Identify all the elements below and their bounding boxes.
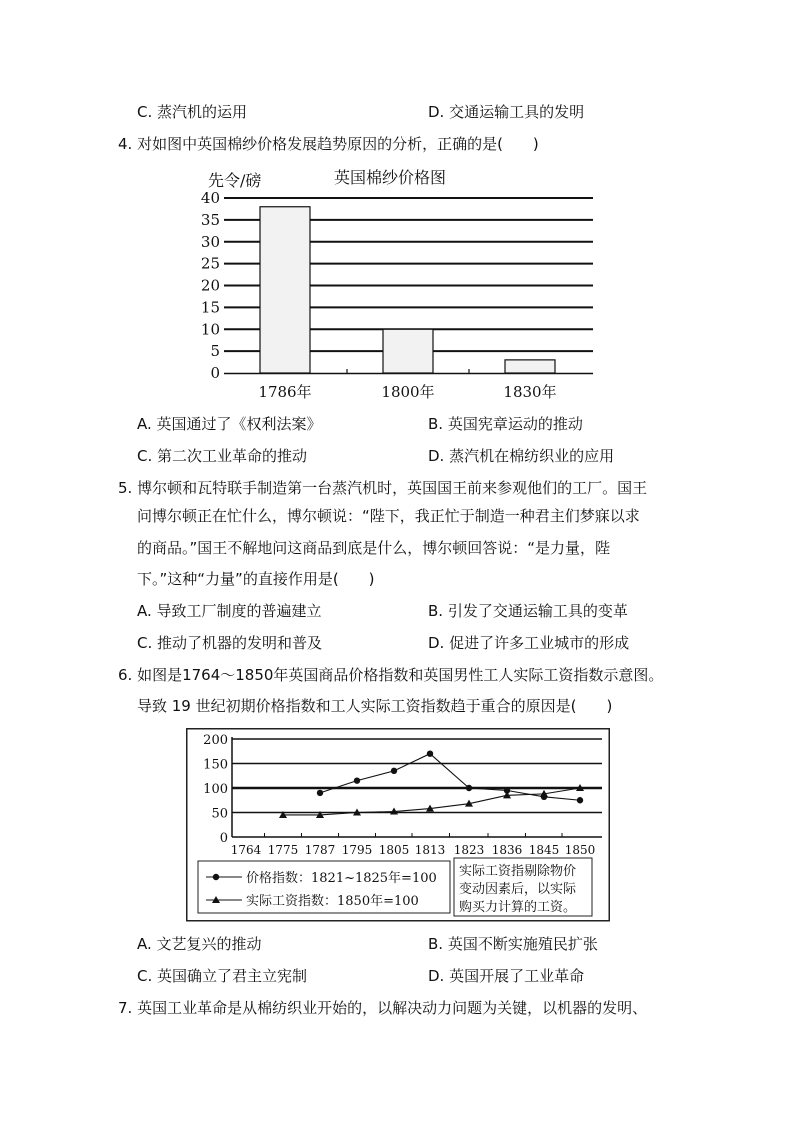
q6-line-1: 6. 如图是1764～1850年英国商品价格指数和英国男性工人实际工资指数示意图。 [118,666,664,684]
q6-line-2: 导致 19 世纪初期价格指数和工人实际工资指数趋于重合的原因是( ) [137,697,613,715]
q3-option-d: D. 交通运输工具的发明 [428,103,585,121]
chart2-ytick-label: 200 [203,733,228,748]
chart1-bar [260,207,310,373]
chart2-xtick-label: 1795 [341,843,373,857]
chart1-ytick-label: 40 [200,189,220,207]
chart2-xtick-label: 1764 [230,843,262,857]
cotton-price-bar-chart [196,163,606,403]
chart1-ytick-label: 25 [200,254,220,273]
chart2-price-point [317,790,323,796]
chart1-ytick-label: 0 [210,364,220,382]
chart2-price-point [466,785,472,791]
q6-option-c: C. 英国确立了君主立宪制 [137,967,308,985]
chart2-xtick-label: 1845 [528,843,560,857]
chart2-note-line: 变动因素后，以实际 [459,882,577,897]
chart2-price-point [354,777,360,783]
chart1-title: 英国棉纱价格图 [334,168,447,187]
q5-line-3: 的商品。”国王不解地问这商品到底是什么，博尔顿回答说：“是力量，陛 [137,539,611,557]
chart2-xtick-label: 1850 [564,843,596,857]
chart2-xtick-label: 1787 [304,843,336,857]
chart2-xtick-label: 1805 [378,843,410,857]
q4-option-d: D. 蒸汽机在棉纺织业的应用 [428,447,615,465]
chart1-ylabel: 先令/磅 [208,171,262,190]
q5-line-4: 下。”这种“力量”的直接作用是( ) [137,570,375,588]
chart2-legend-label: 价格指数：1821~1825年=100 [246,871,437,886]
chart2-price-index-line [320,754,580,801]
q6-option-b: B. 英国不断实施殖民扩张 [428,935,598,953]
chart1-xtick-label: 1800年 [381,383,435,401]
chart2-xtick-label: 1823 [453,843,485,857]
chart2-ytick-label: 0 [219,831,228,846]
chart1-bar [505,360,555,373]
chart2-ytick-label: 100 [203,782,228,797]
q4-option-a: A. 英国通过了《权利法案》 [137,415,322,433]
q4-option-c: C. 第二次工业革命的推动 [137,447,308,465]
chart2-note-line: 实际工资指剔除物价 [459,864,577,879]
chart2-price-point [427,751,433,757]
chart1-xtick-label: 1830年 [503,383,557,401]
q4-option-b: B. 英国宪章运动的推动 [428,415,583,433]
chart2-price-point [577,797,583,803]
chart1-ytick-label: 10 [200,320,220,339]
chart1-ytick-label: 5 [210,342,220,361]
chart2-note-line: 购买力计算的工资。 [459,900,577,915]
q7-line-1: 7. 英国工业革命是从棉纺织业开始的，以解决动力问题为关键，以机器的发明、 [118,999,648,1017]
chart2-legend-marker [213,874,219,880]
chart1-ytick-label: 30 [200,232,220,251]
q6-option-a: A. 文艺复兴的推动 [137,935,262,953]
q5-option-c: C. 推动了机器的发明和普及 [137,634,323,652]
chart2-xtick-label: 1836 [491,843,523,857]
q5-line-1: 5. 博尔顿和瓦特联手制造第一台蒸汽机时，英国国王前来参观他们的工厂。国王 [118,479,648,497]
q4-stem: 4. 对如图中英国棉纱价格发展趋势原因的分析，正确的是( ) [118,135,539,153]
q6-option-d: D. 英国开展了工业革命 [428,967,585,985]
chart2-price-point [391,768,397,774]
chart2-ytick-label: 150 [203,757,228,773]
chart1-ytick-label: 15 [200,298,220,317]
q5-option-d: D. 促进了许多工业城市的形成 [428,634,630,652]
chart1-xtick-label: 1786年 [258,383,312,401]
q3-option-c: C. 蒸汽机的运用 [137,103,248,121]
chart2-legend-label: 实际工资指数：1850年=100 [246,894,419,909]
q5-option-a: A. 导致工厂制度的普遍建立 [137,602,322,620]
chart1-bar [383,329,433,373]
chart2-ytick-label: 50 [211,806,228,822]
q5-line-2: 问博尔顿正在忙什么，博尔顿说：“陛下，我正忙于制造一种君主们梦寐以求 [137,507,640,525]
chart1-ytick-label: 20 [200,276,220,295]
chart2-xtick-label: 1775 [267,843,299,857]
chart1-ytick-label: 35 [200,210,220,229]
price-wage-index-line-chart [186,728,610,922]
chart2-xtick-label: 1813 [414,843,446,857]
q5-option-b: B. 引发了交通运输工具的变革 [428,602,628,620]
